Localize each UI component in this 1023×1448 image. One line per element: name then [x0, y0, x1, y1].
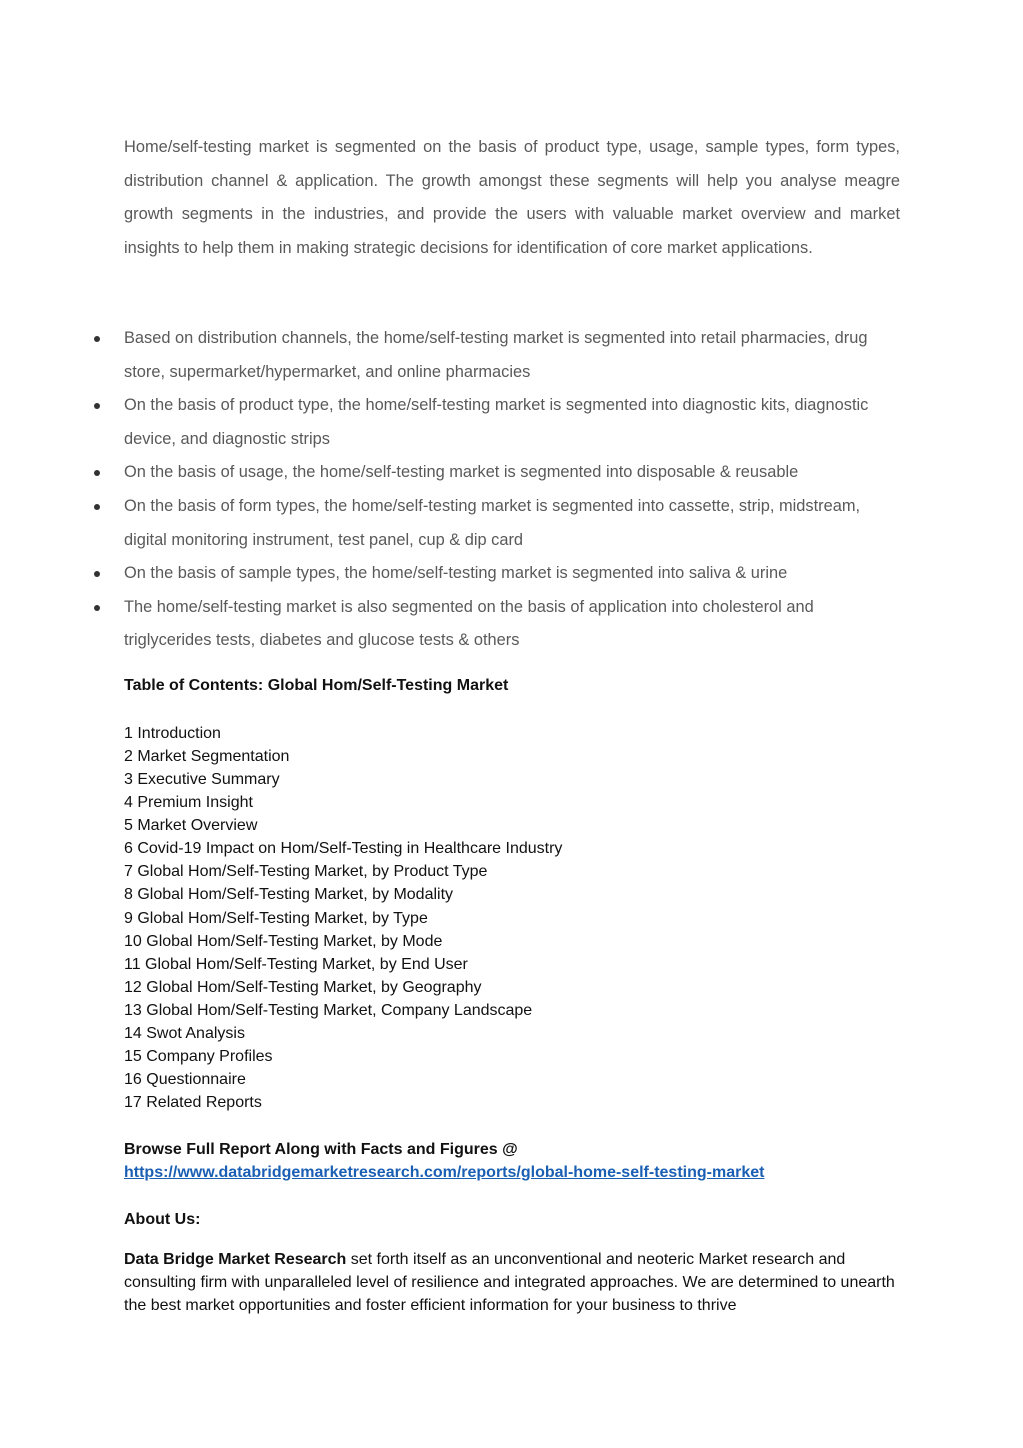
bullet-icon — [94, 470, 100, 476]
bullet-icon — [94, 605, 100, 611]
segment-item — [124, 389, 900, 456]
segment-item — [124, 490, 900, 557]
segment-item — [124, 557, 900, 591]
company-name: Data Bridge Market Research — [124, 1251, 347, 1268]
segment-text: On the basis of form types, the home/self-testing market is segmented into cassette, strip, midstream, digital monitoring instrument, test panel, cup & dip card — [124, 496, 861, 549]
segment-item — [124, 322, 900, 389]
segment-text: The home/self-testing market is also segmented on the basis of application into cholesterol and triglycerides tests, diabetes and glucose tests & others — [124, 597, 814, 650]
segment-text: Based on distribution channels, the home/self-testing market is segmented into retail pharmacies, drug store, supermarket/hypermarket, and online pharmacies — [124, 329, 868, 381]
segment-item — [124, 591, 900, 658]
toc-item: 15 Company Profiles — [124, 1047, 273, 1065]
toc-item: 4 Premium Insight — [124, 794, 253, 812]
toc-item: 6 Covid-19 Impact on Hom/Self-Testing in Healthcare Industry — [124, 840, 563, 858]
about-heading: About Us: — [124, 1211, 201, 1228]
toc-item: 7 Global Hom/Self-Testing Market, by Product Type — [124, 863, 488, 881]
segment-item — [124, 456, 900, 490]
toc-item: 16 Questionnaire — [124, 1070, 246, 1088]
bullet-icon — [94, 336, 100, 342]
toc-item: 5 Market Overview — [124, 817, 258, 835]
bullet-icon — [94, 504, 100, 510]
toc-item: 11 Global Hom/Self-Testing Market, by End User — [124, 955, 468, 973]
segment-text: On the basis of product type, the home/self-testing market is segmented into diagnostic kits, diagnostic device, and diagnostic strips — [124, 396, 869, 448]
browse-report-label: Browse Full Report Along with Facts and Figures @ — [124, 1141, 518, 1158]
toc-item: 8 Global Hom/Self-Testing Market, by Modality — [124, 886, 454, 904]
toc-item: 12 Global Hom/Self-Testing Market, by Geography — [124, 978, 482, 996]
toc-item: 13 Global Hom/Self-Testing Market, Company Landscape — [124, 1001, 533, 1019]
bullet-icon — [94, 403, 100, 409]
toc-item: 1 Introduction — [124, 725, 221, 742]
toc-item: 3 Executive Summary — [124, 771, 280, 789]
about-paragraph — [124, 1248, 914, 1318]
toc-title: Table of Contents: Global Hom/Self-Testing Market — [124, 677, 509, 694]
toc-item: 10 Global Hom/Self-Testing Market, by Mode — [124, 932, 443, 950]
segment-text: On the basis of usage, the home/self-testing market is segmented into disposable & reusable — [124, 463, 799, 482]
segment-text: On the basis of sample types, the home/self-testing market is segmented into saliva & urine — [124, 564, 788, 583]
toc-item: 2 Market Segmentation — [124, 748, 290, 766]
toc-list — [124, 722, 562, 1114]
about-text: set forth itself as an unconventional and neoteric Market research and consulting firm with unparalleled level of resilience and integrated approaches. We are determined to unearth the best market opportunities and foster efficient information for your business to thrive — [124, 1251, 895, 1315]
report-link[interactable]: https://www.databridgemarketresearch.com/reports/global-home-self-testing-market — [124, 1164, 765, 1181]
toc-item: 14 Swot Analysis — [124, 1024, 245, 1042]
toc-item: 17 Related Reports — [124, 1094, 262, 1111]
toc-item: 9 Global Hom/Self-Testing Market, by Type — [124, 909, 428, 927]
segment-list — [124, 322, 900, 658]
bullet-icon — [94, 571, 100, 577]
intro-paragraph: Home/self-testing market is segmented on the basis of product type, usage, sample types, form types, distribution channel & application. The growth amongst these segments will help you analyse meagre growth segments in the industries, and provide the users with valuable market overview and market insights to help them in making strategic decisions for identification of core market applications. — [124, 138, 900, 257]
